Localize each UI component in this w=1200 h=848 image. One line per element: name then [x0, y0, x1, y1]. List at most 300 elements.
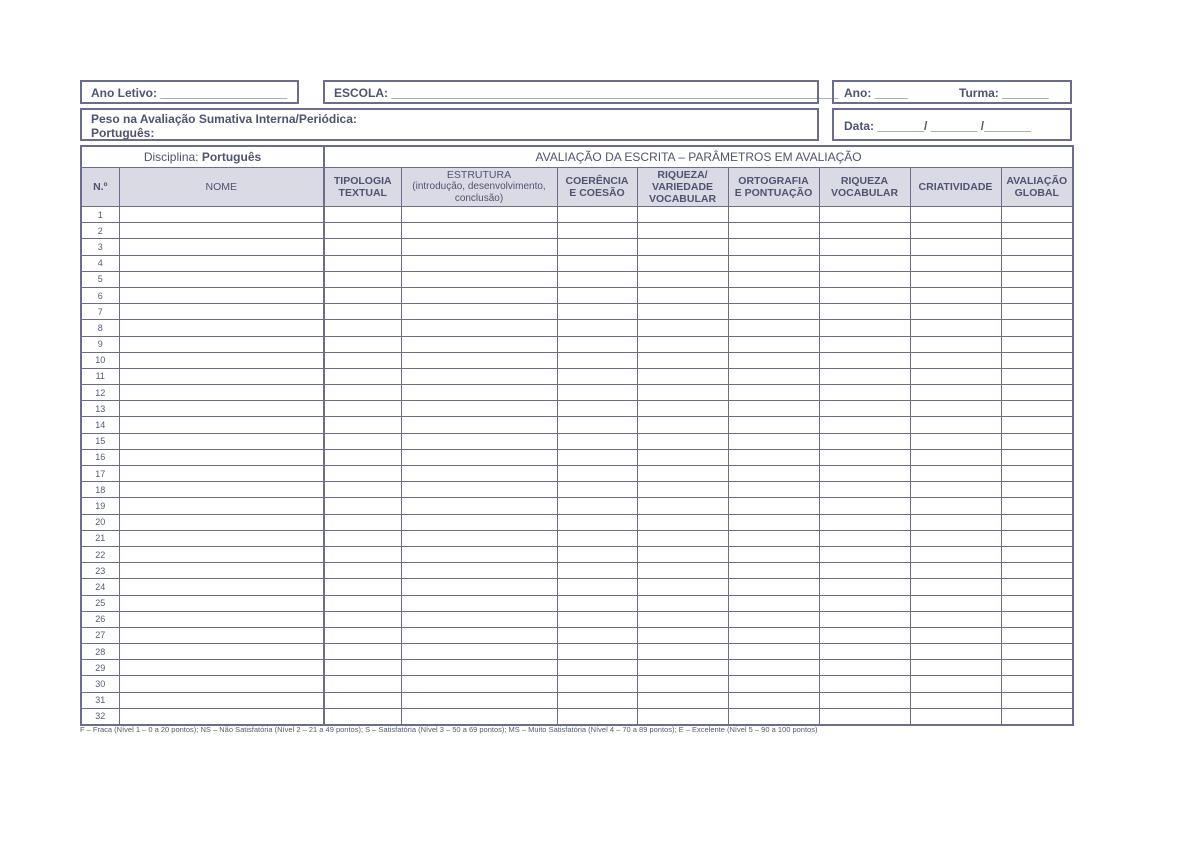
riqueza-variedade-cell[interactable]: [637, 368, 728, 384]
ortografia-cell[interactable]: [728, 207, 819, 223]
coerencia-cell[interactable]: [557, 223, 637, 239]
nome-cell[interactable]: [119, 514, 324, 530]
estrutura-cell[interactable]: [401, 498, 557, 514]
riqueza-variedade-cell[interactable]: [637, 336, 728, 352]
tipologia-cell[interactable]: [324, 320, 401, 336]
criatividade-cell[interactable]: [910, 563, 1001, 579]
riqueza-vocabular-cell[interactable]: [819, 449, 910, 465]
estrutura-cell[interactable]: [401, 239, 557, 255]
estrutura-cell[interactable]: [401, 676, 557, 692]
estrutura-cell[interactable]: [401, 530, 557, 546]
avaliacao-global-cell[interactable]: [1001, 611, 1073, 627]
riqueza-variedade-cell[interactable]: [637, 271, 728, 287]
riqueza-variedade-cell[interactable]: [637, 466, 728, 482]
coerencia-cell[interactable]: [557, 336, 637, 352]
nome-cell[interactable]: [119, 708, 324, 725]
coerencia-cell[interactable]: [557, 676, 637, 692]
nome-cell[interactable]: [119, 320, 324, 336]
riqueza-variedade-cell[interactable]: [637, 433, 728, 449]
criatividade-cell[interactable]: [910, 417, 1001, 433]
criatividade-cell[interactable]: [910, 514, 1001, 530]
tipologia-cell[interactable]: [324, 223, 401, 239]
coerencia-cell[interactable]: [557, 482, 637, 498]
riqueza-vocabular-cell[interactable]: [819, 579, 910, 595]
riqueza-vocabular-cell[interactable]: [819, 708, 910, 725]
nome-cell[interactable]: [119, 595, 324, 611]
coerencia-cell[interactable]: [557, 417, 637, 433]
ortografia-cell[interactable]: [728, 385, 819, 401]
coerencia-cell[interactable]: [557, 433, 637, 449]
riqueza-vocabular-cell[interactable]: [819, 595, 910, 611]
estrutura-cell[interactable]: [401, 223, 557, 239]
criatividade-cell[interactable]: [910, 595, 1001, 611]
avaliacao-global-cell[interactable]: [1001, 320, 1073, 336]
ortografia-cell[interactable]: [728, 223, 819, 239]
tipologia-cell[interactable]: [324, 708, 401, 725]
avaliacao-global-cell[interactable]: [1001, 385, 1073, 401]
riqueza-vocabular-cell[interactable]: [819, 207, 910, 223]
ortografia-cell[interactable]: [728, 401, 819, 417]
coerencia-cell[interactable]: [557, 498, 637, 514]
riqueza-vocabular-cell[interactable]: [819, 417, 910, 433]
ortografia-cell[interactable]: [728, 336, 819, 352]
estrutura-cell[interactable]: [401, 579, 557, 595]
riqueza-variedade-cell[interactable]: [637, 530, 728, 546]
avaliacao-global-cell[interactable]: [1001, 433, 1073, 449]
tipologia-cell[interactable]: [324, 401, 401, 417]
estrutura-cell[interactable]: [401, 482, 557, 498]
avaliacao-global-cell[interactable]: [1001, 676, 1073, 692]
nome-cell[interactable]: [119, 498, 324, 514]
estrutura-cell[interactable]: [401, 627, 557, 643]
riqueza-vocabular-cell[interactable]: [819, 660, 910, 676]
ortografia-cell[interactable]: [728, 546, 819, 562]
coerencia-cell[interactable]: [557, 563, 637, 579]
criatividade-cell[interactable]: [910, 352, 1001, 368]
ortografia-cell[interactable]: [728, 579, 819, 595]
riqueza-variedade-cell[interactable]: [637, 708, 728, 725]
riqueza-vocabular-cell[interactable]: [819, 287, 910, 303]
avaliacao-global-cell[interactable]: [1001, 595, 1073, 611]
ano-letivo-label: Ano Letivo: ___________________: [91, 86, 288, 100]
estrutura-cell[interactable]: [401, 433, 557, 449]
nome-cell[interactable]: [119, 466, 324, 482]
estrutura-cell[interactable]: [401, 660, 557, 676]
avaliacao-global-cell[interactable]: [1001, 239, 1073, 255]
nome-cell[interactable]: [119, 223, 324, 239]
tipologia-cell[interactable]: [324, 498, 401, 514]
riqueza-variedade-cell[interactable]: [637, 255, 728, 271]
criatividade-cell[interactable]: [910, 385, 1001, 401]
coerencia-cell[interactable]: [557, 304, 637, 320]
ortografia-cell[interactable]: [728, 255, 819, 271]
coerencia-cell[interactable]: [557, 466, 637, 482]
riqueza-vocabular-cell[interactable]: [819, 239, 910, 255]
riqueza-variedade-cell[interactable]: [637, 207, 728, 223]
coerencia-cell[interactable]: [557, 401, 637, 417]
nome-cell[interactable]: [119, 530, 324, 546]
tipologia-cell[interactable]: [324, 352, 401, 368]
tipologia-cell[interactable]: [324, 644, 401, 660]
riqueza-vocabular-cell[interactable]: [819, 546, 910, 562]
riqueza-variedade-cell[interactable]: [637, 676, 728, 692]
riqueza-vocabular-cell[interactable]: [819, 530, 910, 546]
riqueza-vocabular-cell[interactable]: [819, 271, 910, 287]
nome-cell[interactable]: [119, 368, 324, 384]
nome-cell[interactable]: [119, 563, 324, 579]
criatividade-cell[interactable]: [910, 368, 1001, 384]
nome-cell[interactable]: [119, 417, 324, 433]
avaliacao-global-cell[interactable]: [1001, 514, 1073, 530]
criatividade-cell[interactable]: [910, 239, 1001, 255]
estrutura-cell[interactable]: [401, 595, 557, 611]
criatividade-cell[interactable]: [910, 627, 1001, 643]
estrutura-cell[interactable]: [401, 385, 557, 401]
ortografia-cell[interactable]: [728, 466, 819, 482]
riqueza-variedade-cell[interactable]: [637, 385, 728, 401]
criatividade-cell[interactable]: [910, 271, 1001, 287]
avaliacao-global-cell[interactable]: [1001, 336, 1073, 352]
riqueza-variedade-cell[interactable]: [637, 304, 728, 320]
nome-cell[interactable]: [119, 239, 324, 255]
criatividade-cell[interactable]: [910, 611, 1001, 627]
riqueza-vocabular-cell[interactable]: [819, 644, 910, 660]
riqueza-vocabular-cell[interactable]: [819, 336, 910, 352]
coerencia-cell[interactable]: [557, 207, 637, 223]
coerencia-cell[interactable]: [557, 320, 637, 336]
nome-cell[interactable]: [119, 385, 324, 401]
estrutura-cell[interactable]: [401, 611, 557, 627]
tipologia-cell[interactable]: [324, 482, 401, 498]
riqueza-vocabular-cell[interactable]: [819, 627, 910, 643]
coerencia-cell[interactable]: [557, 239, 637, 255]
coerencia-cell[interactable]: [557, 611, 637, 627]
riqueza-vocabular-cell[interactable]: [819, 482, 910, 498]
nome-cell[interactable]: [119, 449, 324, 465]
tipologia-cell[interactable]: [324, 546, 401, 562]
nome-cell[interactable]: [119, 287, 324, 303]
coerencia-cell[interactable]: [557, 595, 637, 611]
row-number: 11: [81, 368, 119, 384]
criatividade-cell[interactable]: [910, 207, 1001, 223]
nome-cell[interactable]: [119, 433, 324, 449]
avaliacao-global-cell[interactable]: [1001, 563, 1073, 579]
riqueza-variedade-cell[interactable]: [637, 579, 728, 595]
criatividade-cell[interactable]: [910, 546, 1001, 562]
estrutura-cell[interactable]: [401, 546, 557, 562]
ortografia-cell[interactable]: [728, 660, 819, 676]
riqueza-variedade-cell[interactable]: [637, 498, 728, 514]
nome-cell[interactable]: [119, 271, 324, 287]
row-number: 28: [81, 644, 119, 660]
riqueza-vocabular-cell[interactable]: [819, 498, 910, 514]
tipologia-cell[interactable]: [324, 449, 401, 465]
riqueza-vocabular-cell[interactable]: [819, 352, 910, 368]
tipologia-cell[interactable]: [324, 579, 401, 595]
avaliacao-global-cell[interactable]: [1001, 546, 1073, 562]
ortografia-cell[interactable]: [728, 611, 819, 627]
criatividade-cell[interactable]: [910, 433, 1001, 449]
coerencia-cell[interactable]: [557, 449, 637, 465]
row-number: 10: [81, 352, 119, 368]
avaliacao-global-cell[interactable]: [1001, 530, 1073, 546]
riqueza-variedade-cell[interactable]: [637, 514, 728, 530]
coerencia-cell[interactable]: [557, 692, 637, 708]
criatividade-cell[interactable]: [910, 708, 1001, 725]
tipologia-cell[interactable]: [324, 514, 401, 530]
avaliacao-global-cell[interactable]: [1001, 482, 1073, 498]
riqueza-vocabular-cell[interactable]: [819, 368, 910, 384]
riqueza-vocabular-cell[interactable]: [819, 255, 910, 271]
avaliacao-global-cell[interactable]: [1001, 644, 1073, 660]
criatividade-cell[interactable]: [910, 401, 1001, 417]
avaliacao-global-cell[interactable]: [1001, 417, 1073, 433]
ortografia-cell[interactable]: [728, 692, 819, 708]
avaliacao-global-cell[interactable]: [1001, 207, 1073, 223]
coerencia-cell[interactable]: [557, 514, 637, 530]
tipologia-cell[interactable]: [324, 466, 401, 482]
riqueza-variedade-cell[interactable]: [637, 546, 728, 562]
ortografia-cell[interactable]: [728, 563, 819, 579]
escola-label: ESCOLA: ___________________________________________________________________: [334, 86, 839, 100]
ortografia-cell[interactable]: [728, 514, 819, 530]
nome-cell[interactable]: [119, 401, 324, 417]
estrutura-cell[interactable]: [401, 287, 557, 303]
ortografia-cell[interactable]: [728, 530, 819, 546]
criatividade-cell[interactable]: [910, 223, 1001, 239]
estrutura-cell[interactable]: [401, 644, 557, 660]
nome-cell[interactable]: [119, 579, 324, 595]
estrutura-cell[interactable]: [401, 255, 557, 271]
nome-cell[interactable]: [119, 660, 324, 676]
tipologia-cell[interactable]: [324, 255, 401, 271]
estrutura-cell[interactable]: [401, 320, 557, 336]
avaliacao-global-cell[interactable]: [1001, 255, 1073, 271]
ortografia-cell[interactable]: [728, 627, 819, 643]
riqueza-vocabular-cell[interactable]: [819, 563, 910, 579]
riqueza-vocabular-cell[interactable]: [819, 676, 910, 692]
estrutura-cell[interactable]: [401, 563, 557, 579]
tipologia-cell[interactable]: [324, 417, 401, 433]
avaliacao-global-cell[interactable]: [1001, 708, 1073, 725]
estrutura-cell[interactable]: [401, 352, 557, 368]
criatividade-cell[interactable]: [910, 660, 1001, 676]
avaliacao-global-cell[interactable]: [1001, 368, 1073, 384]
coerencia-cell[interactable]: [557, 660, 637, 676]
coerencia-cell[interactable]: [557, 644, 637, 660]
riqueza-vocabular-cell[interactable]: [819, 401, 910, 417]
ortografia-cell[interactable]: [728, 498, 819, 514]
criatividade-cell[interactable]: [910, 336, 1001, 352]
tipologia-cell[interactable]: [324, 385, 401, 401]
avaliacao-global-cell[interactable]: [1001, 498, 1073, 514]
riqueza-variedade-cell[interactable]: [637, 563, 728, 579]
ortografia-cell[interactable]: [728, 644, 819, 660]
avaliacao-global-cell[interactable]: [1001, 271, 1073, 287]
estrutura-cell[interactable]: [401, 449, 557, 465]
tipologia-cell[interactable]: [324, 271, 401, 287]
avaliacao-global-cell[interactable]: [1001, 223, 1073, 239]
riqueza-vocabular-cell[interactable]: [819, 433, 910, 449]
tipologia-cell[interactable]: [324, 304, 401, 320]
tipologia-cell[interactable]: [324, 692, 401, 708]
ano-turma-field[interactable]: [832, 80, 1072, 104]
tipologia-cell[interactable]: [324, 611, 401, 627]
riqueza-vocabular-cell[interactable]: [819, 385, 910, 401]
estrutura-cell[interactable]: [401, 271, 557, 287]
ortografia-cell[interactable]: [728, 320, 819, 336]
coerencia-cell[interactable]: [557, 368, 637, 384]
ano-letivo-field[interactable]: [80, 80, 299, 104]
tipologia-cell[interactable]: [324, 660, 401, 676]
data-field[interactable]: [832, 108, 1072, 141]
nome-cell[interactable]: [119, 644, 324, 660]
estrutura-cell[interactable]: [401, 708, 557, 725]
nome-cell[interactable]: [119, 207, 324, 223]
coerencia-cell[interactable]: [557, 627, 637, 643]
estrutura-cell[interactable]: [401, 466, 557, 482]
avaliacao-global-cell[interactable]: [1001, 401, 1073, 417]
tipologia-cell[interactable]: [324, 287, 401, 303]
criatividade-cell[interactable]: [910, 304, 1001, 320]
avaliacao-global-cell[interactable]: [1001, 466, 1073, 482]
estrutura-cell[interactable]: [401, 692, 557, 708]
nome-cell[interactable]: [119, 255, 324, 271]
table-row: [81, 466, 1073, 482]
estrutura-cell[interactable]: [401, 207, 557, 223]
riqueza-vocabular-cell[interactable]: [819, 692, 910, 708]
tipologia-cell[interactable]: [324, 239, 401, 255]
ortografia-cell[interactable]: [728, 708, 819, 725]
avaliacao-global-cell[interactable]: [1001, 627, 1073, 643]
riqueza-variedade-cell[interactable]: [637, 482, 728, 498]
ortografia-cell[interactable]: [728, 287, 819, 303]
avaliacao-global-cell[interactable]: [1001, 579, 1073, 595]
col-riqueza-variedade-l1: RIQUEZA/: [657, 169, 708, 181]
coerencia-cell[interactable]: [557, 546, 637, 562]
avaliacao-global-cell[interactable]: [1001, 352, 1073, 368]
criatividade-cell[interactable]: [910, 482, 1001, 498]
criatividade-cell[interactable]: [910, 466, 1001, 482]
nome-cell[interactable]: [119, 627, 324, 643]
riqueza-variedade-cell[interactable]: [637, 449, 728, 465]
estrutura-cell[interactable]: [401, 304, 557, 320]
nome-cell[interactable]: [119, 546, 324, 562]
criatividade-cell[interactable]: [910, 530, 1001, 546]
tipologia-cell[interactable]: [324, 676, 401, 692]
riqueza-vocabular-cell[interactable]: [819, 223, 910, 239]
estrutura-cell[interactable]: [401, 417, 557, 433]
riqueza-vocabular-cell[interactable]: [819, 514, 910, 530]
coerencia-cell[interactable]: [557, 385, 637, 401]
ortografia-cell[interactable]: [728, 417, 819, 433]
criatividade-cell[interactable]: [910, 692, 1001, 708]
criatividade-cell[interactable]: [910, 579, 1001, 595]
nome-cell[interactable]: [119, 611, 324, 627]
avaliacao-global-cell[interactable]: [1001, 692, 1073, 708]
avaliacao-global-cell[interactable]: [1001, 660, 1073, 676]
nome-cell[interactable]: [119, 352, 324, 368]
tipologia-cell[interactable]: [324, 563, 401, 579]
ortografia-cell[interactable]: [728, 352, 819, 368]
riqueza-vocabular-cell[interactable]: [819, 466, 910, 482]
ortografia-cell[interactable]: [728, 595, 819, 611]
tipologia-cell[interactable]: [324, 595, 401, 611]
tipologia-cell[interactable]: [324, 433, 401, 449]
ortografia-cell[interactable]: [728, 368, 819, 384]
riqueza-variedade-cell[interactable]: [637, 644, 728, 660]
riqueza-variedade-cell[interactable]: [637, 239, 728, 255]
criatividade-cell[interactable]: [910, 287, 1001, 303]
riqueza-variedade-cell[interactable]: [637, 692, 728, 708]
riqueza-vocabular-cell[interactable]: [819, 304, 910, 320]
nome-cell[interactable]: [119, 304, 324, 320]
avaliacao-global-cell[interactable]: [1001, 449, 1073, 465]
riqueza-vocabular-cell[interactable]: [819, 611, 910, 627]
riqueza-variedade-cell[interactable]: [637, 627, 728, 643]
riqueza-variedade-cell[interactable]: [637, 223, 728, 239]
avaliacao-global-cell[interactable]: [1001, 287, 1073, 303]
avaliacao-global-cell[interactable]: [1001, 304, 1073, 320]
riqueza-variedade-cell[interactable]: [637, 287, 728, 303]
coerencia-cell[interactable]: [557, 352, 637, 368]
ortografia-cell[interactable]: [728, 433, 819, 449]
coerencia-cell[interactable]: [557, 530, 637, 546]
criatividade-cell[interactable]: [910, 255, 1001, 271]
tipologia-cell[interactable]: [324, 336, 401, 352]
nome-cell[interactable]: [119, 336, 324, 352]
riqueza-variedade-cell[interactable]: [637, 417, 728, 433]
ortografia-cell[interactable]: [728, 271, 819, 287]
criatividade-cell[interactable]: [910, 676, 1001, 692]
tipologia-cell[interactable]: [324, 530, 401, 546]
riqueza-variedade-cell[interactable]: [637, 401, 728, 417]
coerencia-cell[interactable]: [557, 287, 637, 303]
peso-avaliacao-field[interactable]: [80, 108, 819, 141]
ortografia-cell[interactable]: [728, 482, 819, 498]
criatividade-cell[interactable]: [910, 498, 1001, 514]
estrutura-cell[interactable]: [401, 514, 557, 530]
nome-cell[interactable]: [119, 676, 324, 692]
nome-cell[interactable]: [119, 692, 324, 708]
coerencia-cell[interactable]: [557, 255, 637, 271]
riqueza-variedade-cell[interactable]: [637, 320, 728, 336]
ortografia-cell[interactable]: [728, 304, 819, 320]
ortografia-cell[interactable]: [728, 239, 819, 255]
riqueza-variedade-cell[interactable]: [637, 352, 728, 368]
ortografia-cell[interactable]: [728, 676, 819, 692]
coerencia-cell[interactable]: [557, 579, 637, 595]
estrutura-cell[interactable]: [401, 336, 557, 352]
criatividade-cell[interactable]: [910, 449, 1001, 465]
tipologia-cell[interactable]: [324, 207, 401, 223]
ortografia-cell[interactable]: [728, 449, 819, 465]
tipologia-cell[interactable]: [324, 627, 401, 643]
estrutura-cell[interactable]: [401, 401, 557, 417]
riqueza-variedade-cell[interactable]: [637, 595, 728, 611]
coerencia-cell[interactable]: [557, 708, 637, 725]
criatividade-cell[interactable]: [910, 644, 1001, 660]
estrutura-cell[interactable]: [401, 368, 557, 384]
nome-cell[interactable]: [119, 482, 324, 498]
riqueza-vocabular-cell[interactable]: [819, 320, 910, 336]
criatividade-cell[interactable]: [910, 320, 1001, 336]
riqueza-variedade-cell[interactable]: [637, 660, 728, 676]
escola-field[interactable]: [323, 80, 839, 104]
coerencia-cell[interactable]: [557, 271, 637, 287]
tipologia-cell[interactable]: [324, 368, 401, 384]
riqueza-variedade-cell[interactable]: [637, 611, 728, 627]
